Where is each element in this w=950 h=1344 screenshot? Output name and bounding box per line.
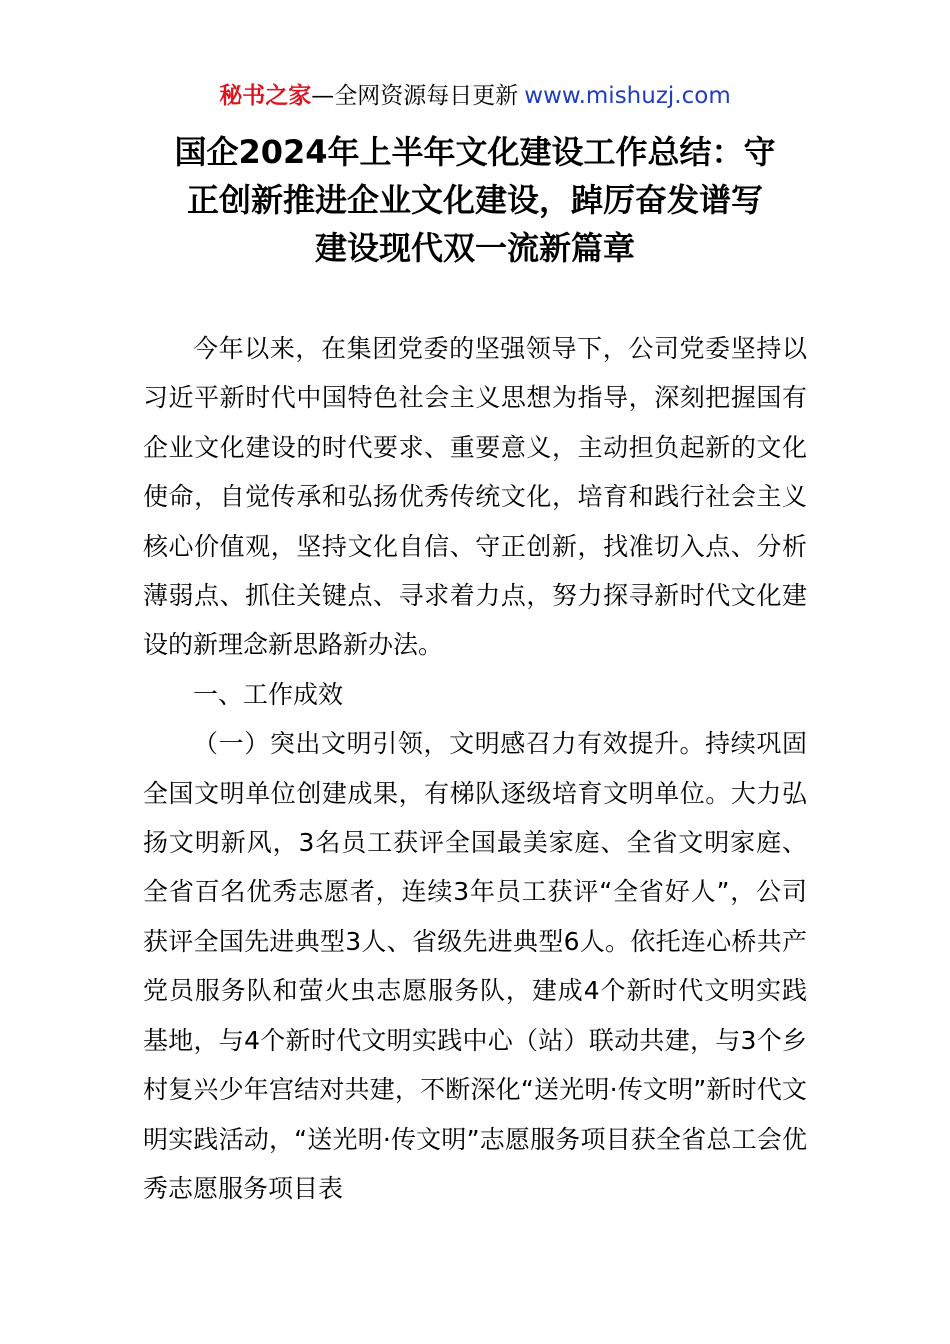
document-title [120, 128, 830, 272]
site-url-link[interactable]: www.mishuzj.com [524, 83, 731, 109]
section-heading: 一、工作成效 [193, 679, 344, 709]
document-body [143, 324, 807, 1213]
site-slogan: 全网资源每日更新 [334, 83, 519, 109]
site-header [0, 80, 950, 112]
title-line-3: 建设现代双一流新篇章 [314, 229, 635, 267]
header-dash: — [311, 83, 335, 109]
section-paragraph: （一）突出文明引领，文明感召力有效提升。持续巩固全国文明单位创建成果，有梯队逐级培育文明单位。大力弘扬文明新风，3名员工获评全国最美家庭、全省文明家庭、全省百名优秀志愿者，连续3年员工获评“全省好人”，公司获评全国先进典型3人、省级先进典型6人。依托连心桥共产党员服务队和萤火虫志愿服务队，建成4个新时代文明实践基地，与4个新时代文明实践中心（站）联动共建，与3个乡村复兴少年宫结对共建，不断深化“送光明·传文明”新时代文明实践活动，“送光明·传文明”志愿服务项目获全省总工会优秀志愿服务项目表 [143, 729, 807, 1203]
title-line-1: 国企2024年上半年文化建设工作总结：守 [174, 133, 776, 171]
title-line-2: 正创新推进企业文化建设，踔厉奋发谱写 [186, 181, 763, 219]
site-brand: 秘书之家 [219, 83, 312, 109]
intro-paragraph: 今年以来，在集团党委的坚强领导下，公司党委坚持以习近平新时代中国特色社会主义思想为指导，深刻把握国有企业文化建设的时代要求、重要意义，主动担负起新的文化使命，自觉传承和弘扬优秀传统文化，培育和践行社会主义核心价值观，坚持文化自信、守正创新，找准切入点、分析薄弱点、抓住关键点、寻求着力点，努力探寻新时代文化建设的新理念新思路新办法。 [143, 334, 807, 660]
